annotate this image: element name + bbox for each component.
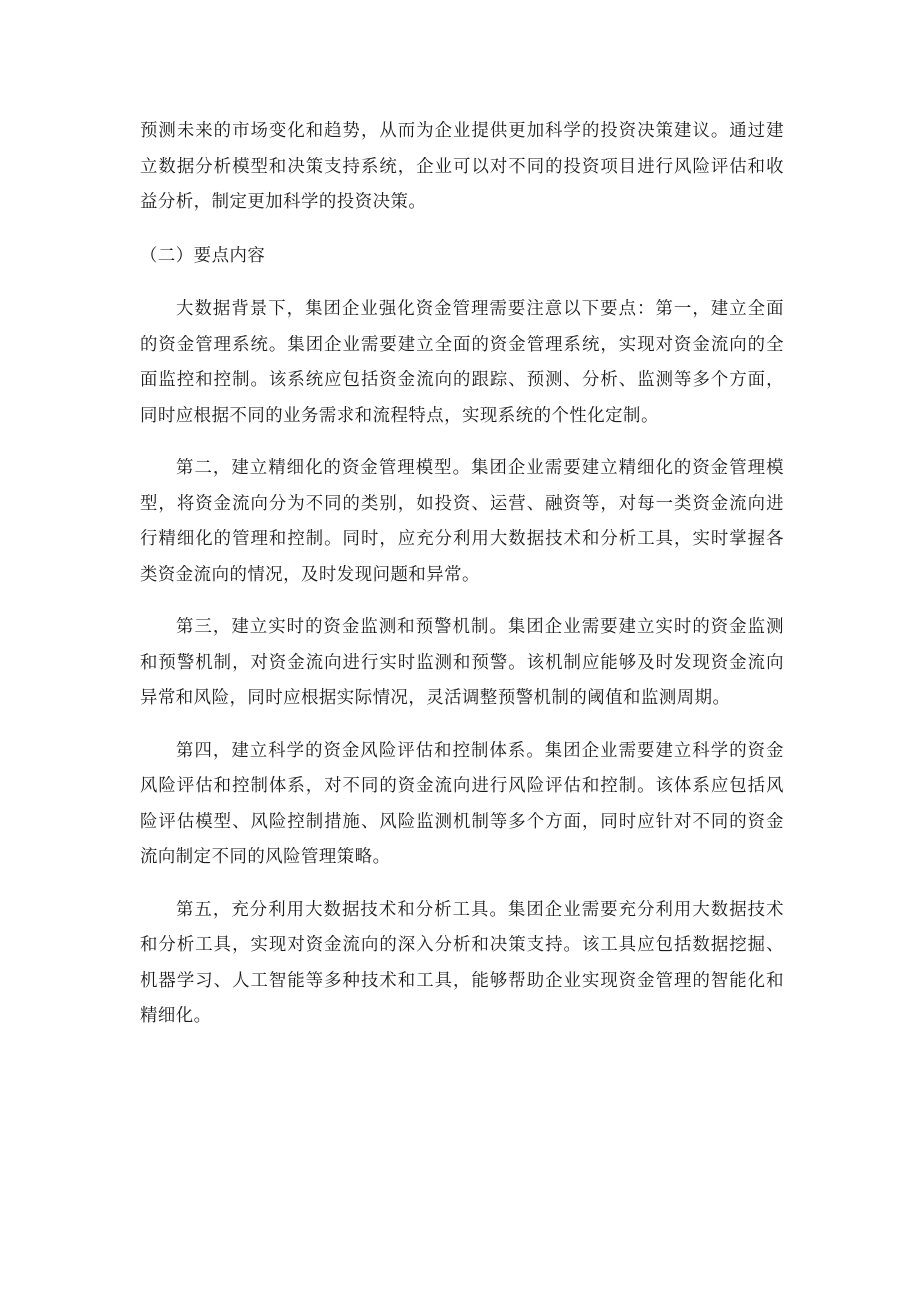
paragraph-point-second: 第二，建立精细化的资金管理模型。集团企业需要建立精细化的资金管理模型，将资金流向分为不同的类别，如投资、运营、融资等，对每一类资金流向进行精细化的管理和控制。同时，应充分利用大数据技术和分析工具，实时掌握各类资金流向的情况，及时发现问题和异常。	[140, 458, 784, 585]
paragraph-point-overview: 大数据背景下，集团企业强化资金管理需要注意以下要点：第一，建立全面的资金管理系统。集团企业需要建立全面的资金管理系统，实现对资金流向的全面监控和控制。该系统应包括资金流向的跟踪、预测、分析、监测等多个方面，同时应根据不同的业务需求和流程特点，实现系统的个性化定制。	[140, 299, 784, 426]
paragraph-spacer	[140, 717, 784, 734]
paragraph-spacer	[140, 593, 784, 610]
paragraph-spacer	[140, 434, 784, 451]
paragraph-point-third: 第三，建立实时的资金监测和预警机制。集团企业需要建立实时的资金监测和预警机制，对资金流向进行实时监测和预警。该机制应能够及时发现资金流向异常和风险，同时应根据实际情况，灵活调整预警机制的阈值和监测周期。	[140, 617, 784, 708]
paragraph-point-fifth: 第五，充分利用大数据技术和分析工具。集团企业需要充分利用大数据技术和分析工具，实现对资金流向的深入分析和决策支持。该工具应包括数据挖掘、机器学习、人工智能等多种技术和工具，能够帮助企业实现资金管理的智能化和精细化。	[140, 899, 784, 1026]
paragraph-spacer	[140, 274, 784, 292]
document-body	[140, 114, 784, 1035]
paragraph-intro-continuation: 预测未来的市场变化和趋势，从而为企业提供更加科学的投资决策建议。通过建立数据分析模型和决策支持系统，企业可以对不同的投资项目进行风险评估和收益分析，制定更加科学的投资决策。	[140, 121, 784, 212]
section-heading: （二）要点内容	[140, 245, 266, 266]
paragraph-spacer	[140, 221, 784, 239]
paragraph-spacer	[140, 876, 784, 893]
paragraph-point-fourth: 第四，建立科学的资金风险评估和控制体系。集团企业需要建立科学的资金风险评估和控制体系，对不同的资金流向进行风险评估和控制。该体系应包括风险评估模型、风险控制措施、风险监测机制等多个方面，同时应针对不同的资金流向制定不同的风险管理策略。	[140, 740, 784, 867]
